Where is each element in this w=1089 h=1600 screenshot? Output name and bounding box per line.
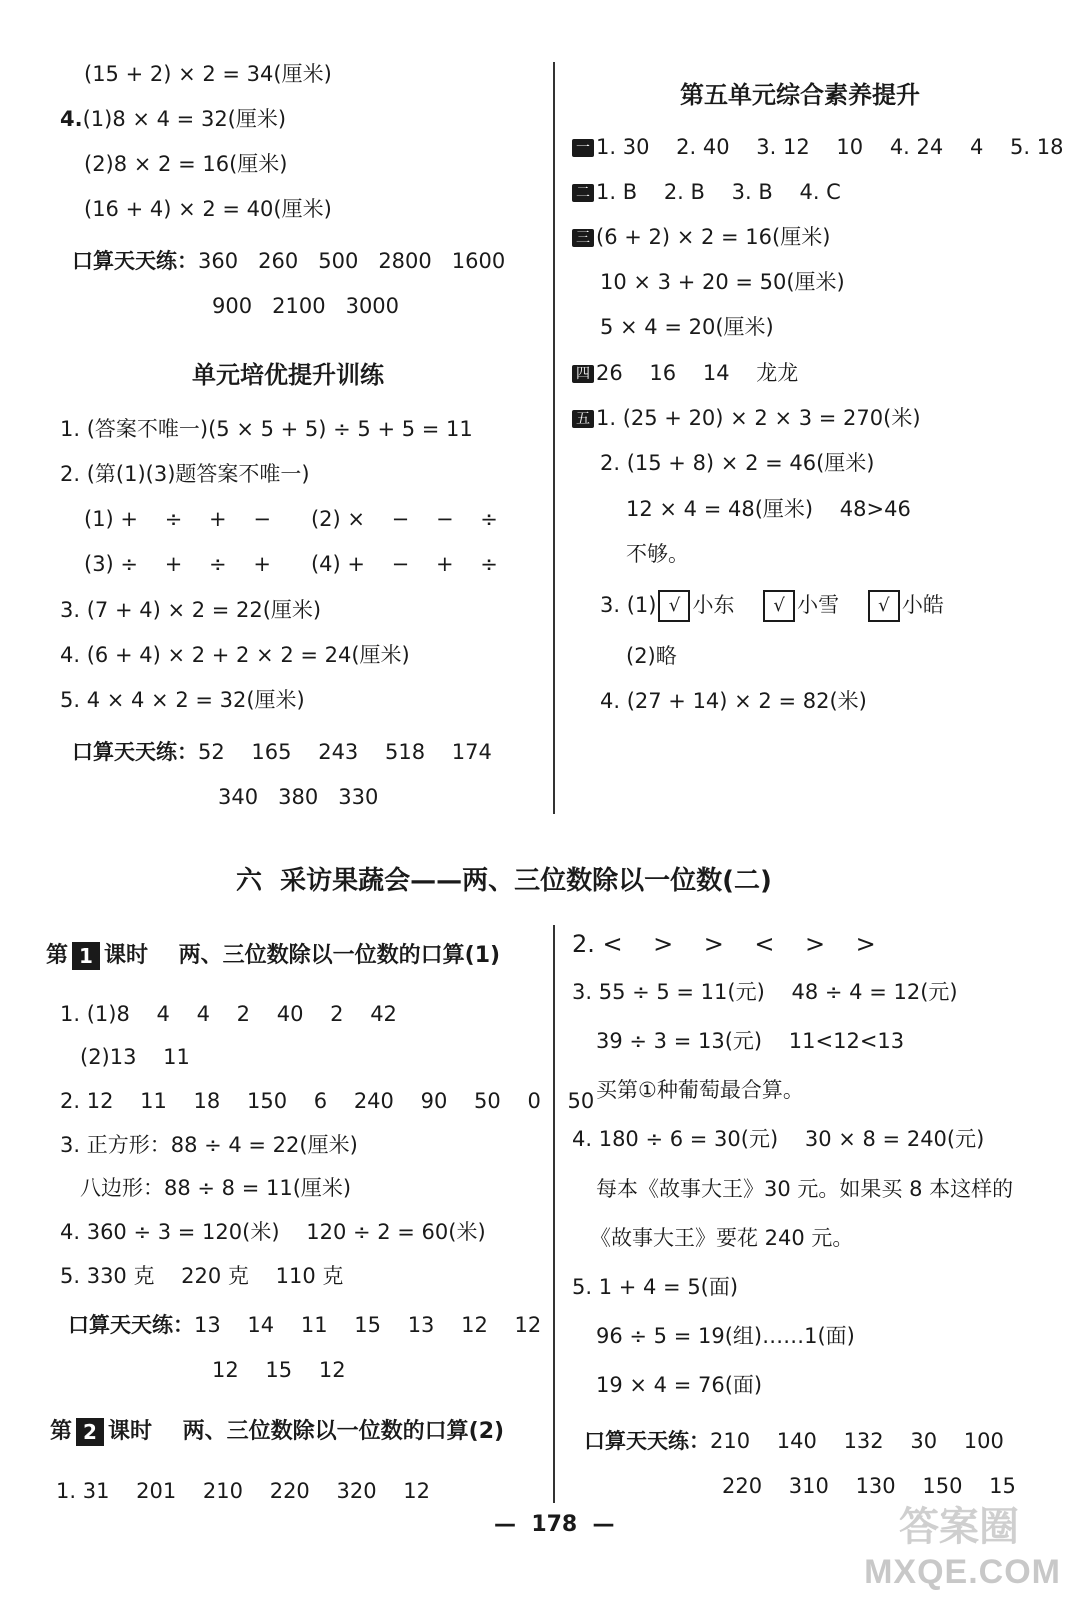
answer-line xyxy=(572,178,841,206)
answer-line: 5 × 4 = 20(厘米) xyxy=(600,315,774,339)
oral-practice xyxy=(68,1311,541,1339)
answer-line: 不够。 xyxy=(626,542,689,566)
answer-line: 《故事大王》要花 240 元。 xyxy=(590,1226,854,1250)
checkbox-checked-icon: √ xyxy=(763,590,795,622)
lesson-number: 2 xyxy=(76,1418,104,1446)
answer-text: 1. (25 + 20) × 2 × 3 = 270(米) xyxy=(596,406,921,430)
checkbox-checked-icon: √ xyxy=(868,590,900,622)
lesson-heading xyxy=(46,942,500,970)
oral-label: 口算天天练： xyxy=(72,740,198,764)
answer-text: 1. B 2. B 3. B 4. C xyxy=(596,180,841,204)
lesson-prefix: 第 xyxy=(50,1419,73,1444)
answer-line: (15 + 2) × 2 = 34(厘米) xyxy=(84,62,332,86)
column-divider-top xyxy=(553,62,555,814)
lesson-title: 课时 两、三位数除以一位数的口算(2) xyxy=(108,1419,505,1444)
answer-line: 5. 330 克 220 克 110 克 xyxy=(60,1264,344,1288)
page-number: — 178 — xyxy=(494,1512,615,1537)
chapter-title: 六 采访果蔬会——两、三位数除以一位数(二) xyxy=(236,866,772,896)
answer-line: 八边形：88 ÷ 8 = 11(厘米) xyxy=(80,1176,352,1200)
oral-values: 13 14 11 15 13 12 12 xyxy=(194,1313,542,1337)
answer-line: 4. (6 + 4) × 2 + 2 × 2 = 24(厘米) xyxy=(60,643,410,667)
answer-line: 1. (1)8 4 4 2 40 2 42 xyxy=(60,1002,397,1026)
answer-text: 26 16 14 龙龙 xyxy=(596,361,799,385)
checkbox-checked-icon: √ xyxy=(658,590,690,622)
answer-line: 2. 12 11 18 150 6 240 90 50 0 50 xyxy=(60,1089,595,1113)
answer-line: (3) ÷ + ÷ + (4) + − + ÷ xyxy=(84,552,498,576)
answer-text: (1)8 × 4 = 32(厘米) xyxy=(82,107,287,131)
oral-values-2: 12 15 12 xyxy=(212,1358,346,1382)
answer-line: 1. (答案不唯一)(5 × 5 + 5) ÷ 5 + 5 = 11 xyxy=(60,417,473,441)
answer-line: 5. 4 × 4 × 2 = 32(厘米) xyxy=(60,688,305,712)
answer-line: (2)略 xyxy=(626,644,677,668)
lesson-title: 课时 两、三位数除以一位数的口算(1) xyxy=(104,943,501,968)
answer-line: 买第①种葡萄最合算。 xyxy=(596,1078,804,1102)
part-marker-icon: 二 xyxy=(572,184,594,202)
question-number: 4. xyxy=(60,107,83,131)
answer-line: (16 + 4) × 2 = 40(厘米) xyxy=(84,197,332,221)
answer-line xyxy=(572,404,921,432)
oral-label: 口算天天练： xyxy=(72,249,198,273)
answer-line: 2. < > > < > > xyxy=(572,930,876,958)
oral-label: 口算天天练： xyxy=(68,1313,194,1337)
name-option: 小雪 xyxy=(797,593,840,617)
answer-line: (1) + ÷ + − (2) × − − ÷ xyxy=(84,507,498,531)
oral-values-2: 340 380 330 xyxy=(218,785,379,809)
answer-line: 4. (27 + 14) × 2 = 82(米) xyxy=(600,689,867,713)
answer-line: 4. 180 ÷ 6 = 30(元) 30 × 8 = 240(元) xyxy=(572,1127,985,1151)
answer-line: 12 × 4 = 48(厘米) 48>46 xyxy=(626,497,911,521)
answer-line xyxy=(572,223,830,251)
oral-practice xyxy=(72,247,505,275)
answer-line: (2)8 × 2 = 16(厘米) xyxy=(84,152,288,176)
answer-line: 19 × 4 = 76(面) xyxy=(596,1373,763,1397)
answer-line: 3. 正方形：88 ÷ 4 = 22(厘米) xyxy=(60,1133,358,1157)
part-marker-icon: 五 xyxy=(572,410,594,428)
column-divider-bottom xyxy=(553,925,555,1503)
part-marker-icon: 一 xyxy=(572,139,594,157)
section-title: 第五单元综合素养提升 xyxy=(680,81,920,109)
answer-text: (6 + 2) × 2 = 16(厘米) xyxy=(596,225,831,249)
oral-label: 口算天天练： xyxy=(584,1429,710,1453)
watermark: MXQE.COM xyxy=(864,1553,1061,1591)
name-option: 小东 xyxy=(692,593,735,617)
answer-line xyxy=(60,105,286,133)
oral-practice xyxy=(584,1427,1004,1455)
answer-line: 4. 360 ÷ 3 = 120(米) 120 ÷ 2 = 60(米) xyxy=(60,1220,486,1244)
oral-values-2: 900 2100 3000 xyxy=(212,294,400,318)
answer-line: 39 ÷ 3 = 13(元) 11<12<13 xyxy=(596,1029,905,1053)
part-marker-icon: 四 xyxy=(572,365,594,383)
answer-line: 每本《故事大王》30 元。如果买 8 本这样的 xyxy=(596,1177,1014,1201)
answer-line xyxy=(600,590,944,622)
name-option: 小皓 xyxy=(901,593,944,617)
lesson-number: 1 xyxy=(72,942,100,970)
answer-line: 2. (第(1)(3)题答案不唯一) xyxy=(60,462,310,486)
answer-line: 2. (15 + 8) × 2 = 46(厘米) xyxy=(600,451,875,475)
answer-text: 1. 30 2. 40 3. 12 10 4. 24 4 5. 18 xyxy=(596,135,1064,159)
answer-line xyxy=(572,133,1063,161)
answer-line: 10 × 3 + 20 = 50(厘米) xyxy=(600,270,845,294)
answer-text: 3. (1) xyxy=(600,593,657,617)
part-marker-icon: 三 xyxy=(572,229,594,247)
oral-values: 360 260 500 2800 1600 xyxy=(198,249,506,273)
watermark-logo: 答案圈 xyxy=(899,1504,1019,1550)
oral-practice xyxy=(72,738,492,766)
oral-values: 52 165 243 518 174 xyxy=(198,740,492,764)
oral-values: 210 140 132 30 100 xyxy=(710,1429,1004,1453)
answer-line: 3. (7 + 4) × 2 = 22(厘米) xyxy=(60,598,322,622)
answer-line: 96 ÷ 5 = 19(组)……1(面) xyxy=(596,1324,855,1348)
answer-line: 5. 1 + 4 = 5(面) xyxy=(572,1275,739,1299)
lesson-prefix: 第 xyxy=(46,943,69,968)
answer-line xyxy=(572,359,798,387)
answer-line: (2)13 11 xyxy=(80,1045,190,1069)
answer-line: 3. 55 ÷ 5 = 11(元) 48 ÷ 4 = 12(元) xyxy=(572,980,958,1004)
oral-values-2: 220 310 130 150 15 xyxy=(722,1474,1016,1498)
lesson-heading xyxy=(50,1418,504,1446)
section-title: 单元培优提升训练 xyxy=(192,361,384,389)
answer-line: 1. 31 201 210 220 320 12 xyxy=(56,1479,430,1503)
